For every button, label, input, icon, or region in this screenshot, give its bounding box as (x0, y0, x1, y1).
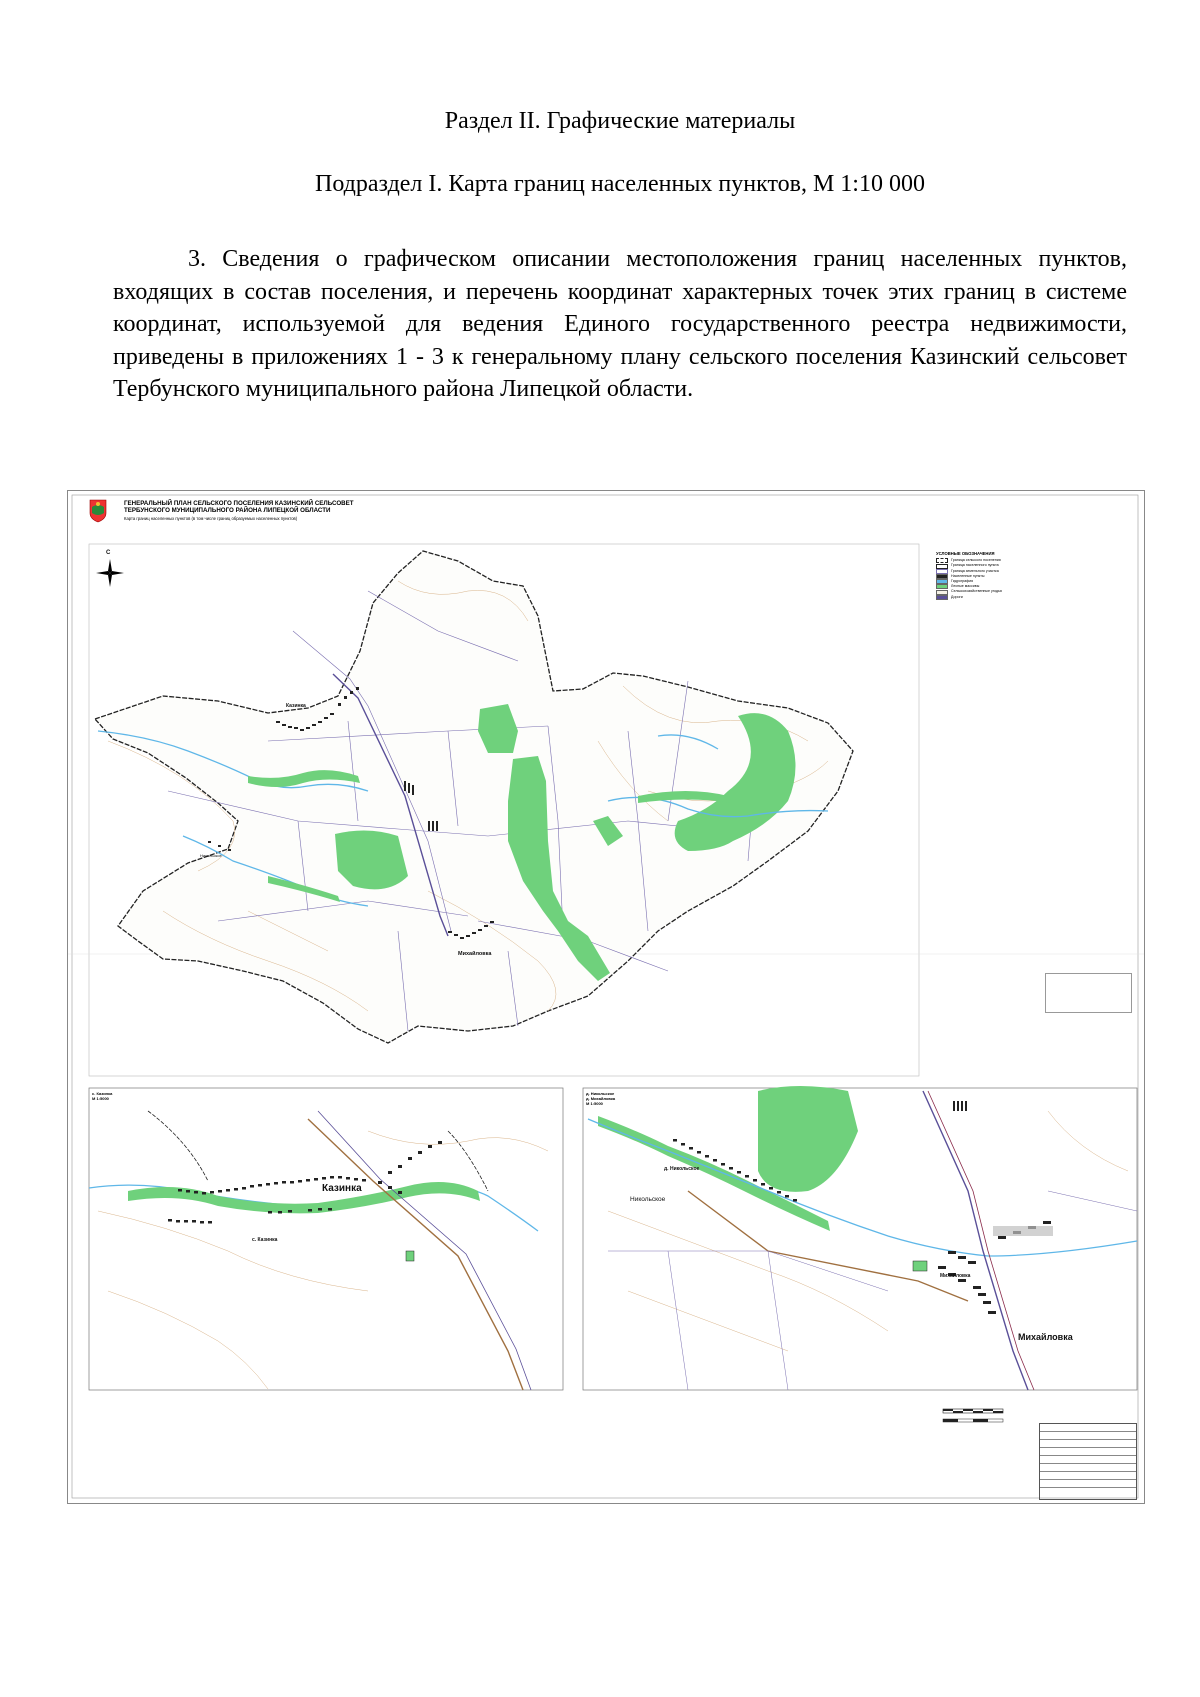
map-title-line1: ГЕНЕРАЛЬНЫЙ ПЛАН СЕЛЬСКОГО ПОСЕЛЕНИЯ КАЗИНСКИЙ СЕЛЬСОВЕТ (124, 500, 354, 507)
inset-left-place-label: Казинка (322, 1183, 362, 1194)
inset-left-frame (89, 1088, 563, 1390)
subsection-title: Подраздел I. Карта границ населенных пунктов, М 1:10 000 (315, 171, 925, 197)
map-title-block (124, 500, 424, 521)
inset-left-place-label-small: с. Казинка (252, 1237, 278, 1243)
scale-bar (943, 1409, 1003, 1422)
place-label-nikolskoe: Никольское (200, 853, 222, 858)
side-note-box (1045, 973, 1132, 1013)
legend (936, 551, 1106, 600)
inset-right-nikolskoe-small: д. Никольское (664, 1166, 700, 1172)
map-title-line2: ТЕРБУНСКОГО МУНИЦИПАЛЬНОГО РАЙОНА ЛИПЕЦКОЙ ОБЛАСТИ (124, 507, 331, 514)
legend-item: Лесные массивы (936, 584, 1106, 589)
inset-left-map (89, 1111, 548, 1390)
north-label: С (106, 550, 111, 556)
place-label-mikhaylovka: Михайловка (458, 951, 492, 957)
legend-item: Сельскохозяйственные угодья (936, 589, 1106, 594)
map-sheet (67, 490, 1145, 1504)
map-subtitle: Карта границ населенных пунктов (в том числе границ образуемых населенных пунктов) (124, 516, 298, 521)
legend-item: Граница населенного пункта (936, 563, 1106, 568)
coat-of-arms-icon (90, 500, 106, 522)
section-title: Раздел II. Графические материалы (444, 108, 796, 134)
legend-heading: УСЛОВНЫЕ ОБОЗНАЧЕНИЯ (936, 551, 995, 556)
legend-item: Граница земельного участка (936, 569, 1106, 574)
legend-item: Граница сельского поселения (936, 558, 1106, 563)
north-arrow-icon (96, 559, 124, 587)
body-paragraph: 3. Сведения о графическом описании местоположения границ населенных пунктов, входящих в состав поселения, и перечень координат характерных точек этих границ в системе координат, используемой для ведения Единого государственного реестра недвижимости, приведены в приложениях 1 - 3 к генеральному плану сельского поселения Казинский сельсовет Тербунского муниципального района Липецкой области. (113, 246, 1127, 402)
inset-right-map (588, 1086, 1137, 1390)
legend-item: Населенные пункты (936, 574, 1106, 579)
drawing-stamp (1039, 1423, 1137, 1500)
inset-right-nikolskoe: Никольское (630, 1196, 666, 1203)
place-label-kazinka: Казинка (286, 703, 306, 709)
inset-right-mikhaylovka-small: Михайловка (940, 1273, 971, 1279)
legend-item: Дороги (936, 595, 1106, 600)
map-graphics (68, 491, 1144, 1503)
inset-left-caption: с. Казинка М 1:5000 (92, 1091, 113, 1101)
inset-right-frame (583, 1088, 1137, 1390)
inset-right-caption: д. Никольское д. Михайловка М 1:5000 (586, 1091, 616, 1106)
inset-right-mikhaylovka: Михайловка (1018, 1332, 1073, 1342)
legend-item: Гидрография (936, 579, 1106, 584)
